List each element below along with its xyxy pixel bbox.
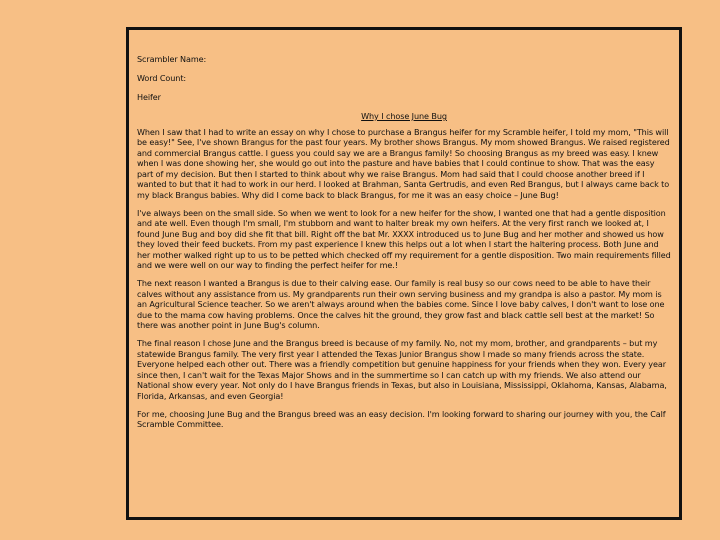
scrambler-name-field: Scrambler Name: [137, 54, 207, 64]
essay-document [126, 27, 682, 520]
essay-paragraph-1: When I saw that I had to write an essay on why I chose to purchase a Brangus heifer for my Scramble heifer, I told my mom, "This will be easy!" See, I've shown Brangus for the past four years. My brother shows Brangus. My mom showed Brangus. We raised registered and commercial Brangus cattle. I guess you could say we are a Brangus family! So choosing Brangus as my breed was easy. I knew when I was done showing her, she would go out into the pasture and have babies that I could continue to show. That was the easy part of my decision. But then I started to think about why we raise Brangus. Mom had said that I could choose another breed if I wanted to but that it had to work in our herd. I looked at Brahman, Santa Gertrudis, and even Red Brangus, but I always came back to my black Brangus babies. Why did I come back to black Brangus, for me it was an easy choice – June Bug! [137, 126, 670, 200]
essay-paragraph-5: For me, choosing June Bug and the Brangus breed was an easy decision. I'm looking forward to sharing our journey with you, the Calf Scramble Committee. [137, 408, 666, 429]
essay-paragraph-2: I've always been on the small side. So when we went to look for a new heifer for the show, I wanted one that had a gentle disposition and ate well. Even though I'm small, I'm stubborn and want to halter break my own heifers. At the very first ranch we looked at, I found June Bug and boy did she fit that bill. Right off the bat Mr. XXXX introduced us to June Bug and her mother and showed us how they loved their feed buckets. From my past experience I knew this helps out a lot when I start the haltering process. Both June and her mother walked right up to us to be petted which checked off my requirement for a gentle disposition. Two main requirements filled and we were well on our way to finding the perfect heifer for me.! [137, 207, 671, 270]
word-count-field: Word Count: [137, 73, 187, 83]
heifer-field: Heifer [137, 92, 161, 102]
essay-paragraph-3: The next reason I wanted a Brangus is due to their calving ease. Our family is real busy so our cows need to be able to have their calves without any assistance from us. My grandparents run their own serving business and my grandpa is also a pastor. My mom is an Agricultural Science teacher. So we aren't always around when the babies come. Since I love baby calves, I don't want to lose one due to the mama cow having problems. Once the calves hit the ground, they grow fast and black cattle sell best at the market! So there was another point in June Bug's column. [137, 278, 665, 330]
essay-title: Why I chose June Bug [361, 111, 447, 121]
essay-paragraph-4: The final reason I chose June and the Brangus breed is because of my family. No, not my mom, brother, and grandparents – but my statewide Brangus family. The very first year I attended the Texas Junior Brangus show I made so many friends across the state. Everyone helped each other out. There was a friendly competition but genuine happiness for your friends when they won. Every year since then, I can't wait for the Texas Major Shows and in the summertime so I can catch up with my friends. We also attend our National show every year. Not only do I have Brangus friends in Texas, but also in Louisiana, Mississippi, Oklahoma, Kansas, Alabama, Florida, Arkansas, and even Georgia! [137, 338, 667, 401]
